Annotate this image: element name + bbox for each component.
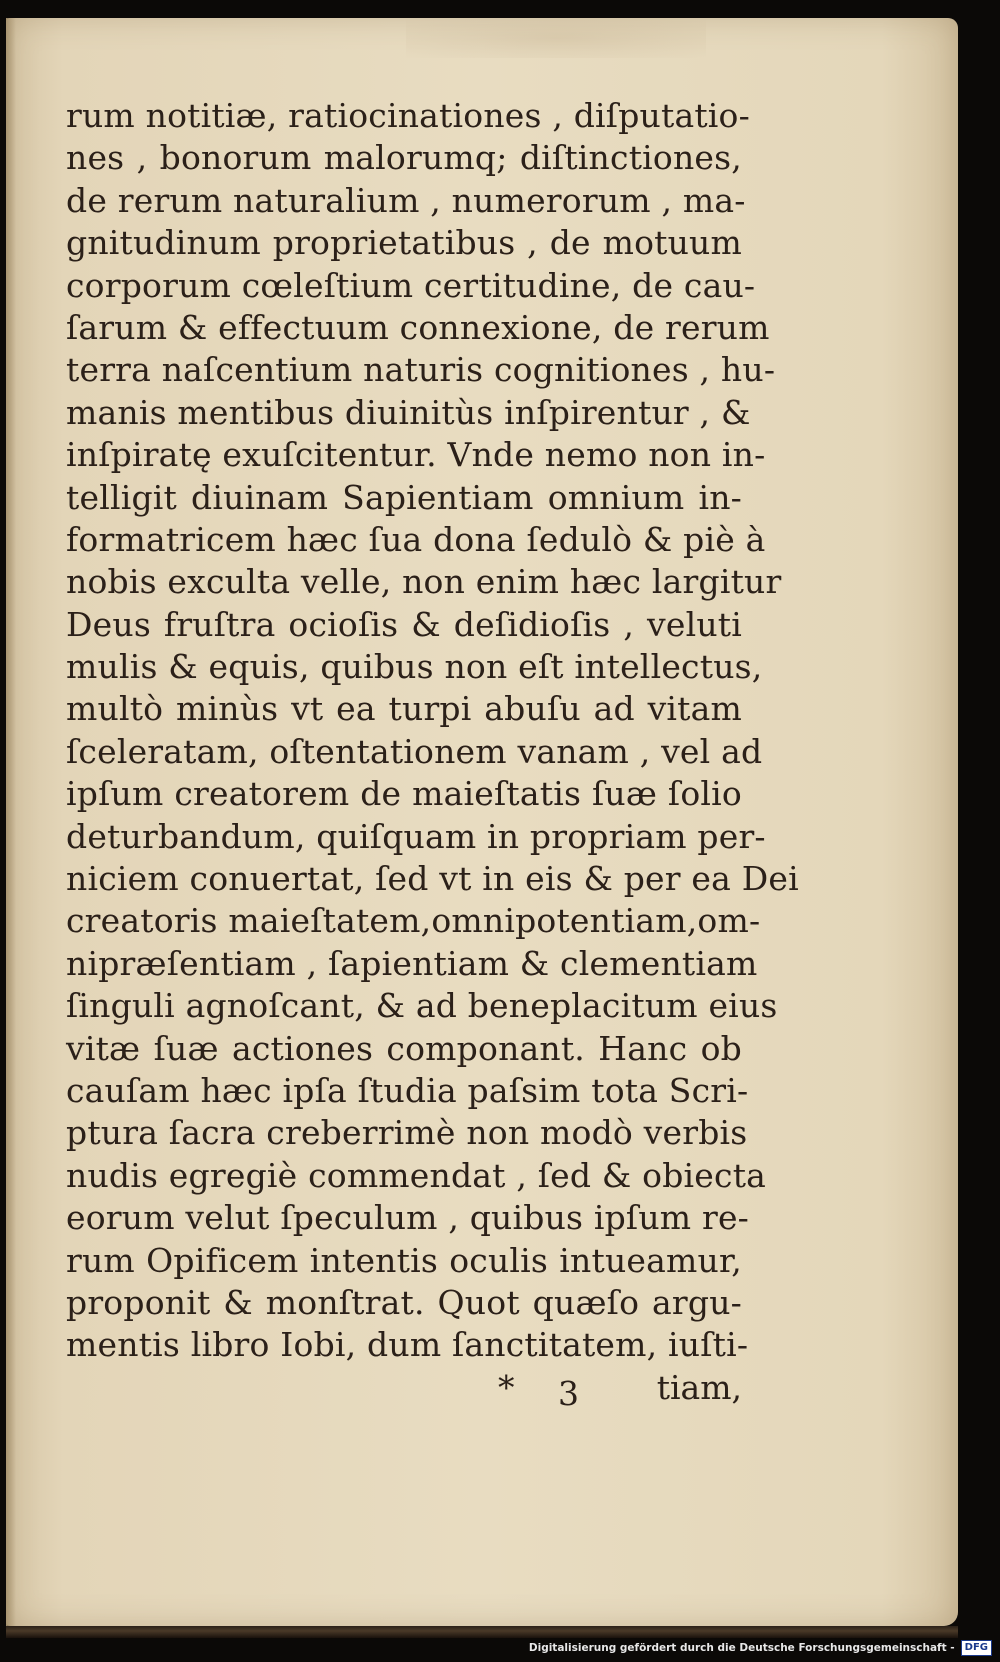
dfg-logo: DFG [961, 1640, 992, 1656]
text-line: deturbandum, quiſquam in propriam per- [66, 816, 766, 856]
text-line: manis mentibus diuinitùs inſpirentur , & [66, 392, 751, 432]
text-line: rum Opificem intentis oculis intueamur, [66, 1240, 742, 1280]
text-line: ſarum & effectuum connexione, de rerum [66, 307, 770, 347]
text-line: multò minùs vt ea turpi abuſu ad vitam [66, 689, 742, 729]
text-line: corporum cœleſtium certitudine, de cau- [66, 265, 756, 305]
credit-text: Digitalisierung gefördert durch die Deutsche Forschungsgemeinschaft - [528, 1642, 955, 1654]
text-line: eorum velut ſpeculum , quibus ipſum re- [66, 1198, 750, 1238]
text-line: ipſum creatorem de maieſtatis ſuæ ſolio [66, 774, 742, 814]
text-line: nipræſentiam , ſapientiam & clementiam [66, 943, 758, 983]
text-line: vitæ ſuæ actiones componant. Hanc ob [66, 1028, 742, 1068]
page-bottom-edge [6, 1626, 958, 1638]
text-line: nes , bonorum malorumq; diſtinctiones, [66, 138, 742, 178]
digitization-credit [529, 1638, 992, 1658]
page-gutter-shadow [6, 18, 16, 1626]
paper-stain [406, 18, 706, 58]
text-line: terra naſcentium naturis cognitiones , hu- [66, 350, 776, 390]
signature-mark: * [498, 1368, 515, 1407]
text-line: ptura ſacra creberrimè non modò verbis [66, 1113, 748, 1153]
text-line: ſceleratam, oſtentationem vanam , vel ad [66, 731, 763, 771]
text-line: niciem conuertat, ſed vt in eis & per ea Dei [66, 859, 799, 899]
signature-number: 3 [558, 1374, 579, 1413]
text-line: ſinguli agnoſcant, & ad beneplacitum eius [66, 986, 778, 1026]
text-line: formatricem hæc ſua dona ſedulò & piè à [66, 519, 766, 559]
text-line: rum notitiæ, ratiocinationes , diſputatio- [66, 96, 750, 135]
text-line: mulis & equis, quibus non eſt intellectus, [66, 647, 763, 687]
text-line: cauſam hæc ipſa ſtudia paſsim tota Scri- [66, 1070, 749, 1110]
text-line: proponit & monſtrat. Quot quæſo argu- [66, 1282, 742, 1322]
body-text [66, 95, 799, 1367]
text-line: mentis libro Iobi, dum ſanctitatem, iuſti- [66, 1325, 749, 1365]
text-line: nudis egregiè commendat , ſed & obiecta [66, 1155, 767, 1195]
signature-line [66, 1370, 742, 1414]
catchword: tiam, [656, 1368, 742, 1407]
text-line: nobis exculta velle, non enim hæc largitur [66, 562, 782, 602]
text-line: creatoris maieſtatem,omnipotentiam,om- [66, 901, 761, 941]
text-line: inſpiratę exuſcitentur. Vnde nemo non in- [66, 435, 766, 475]
text-line: gnitudinum proprietatibus , de motuum [66, 223, 742, 263]
text-line: de rerum naturalium , numerorum , ma- [66, 180, 746, 220]
text-line: telligit diuinam Sapientiam omnium in- [66, 477, 742, 517]
text-line: Deus fruſtra ocioſis & deſidioſis , veluti [66, 604, 742, 644]
